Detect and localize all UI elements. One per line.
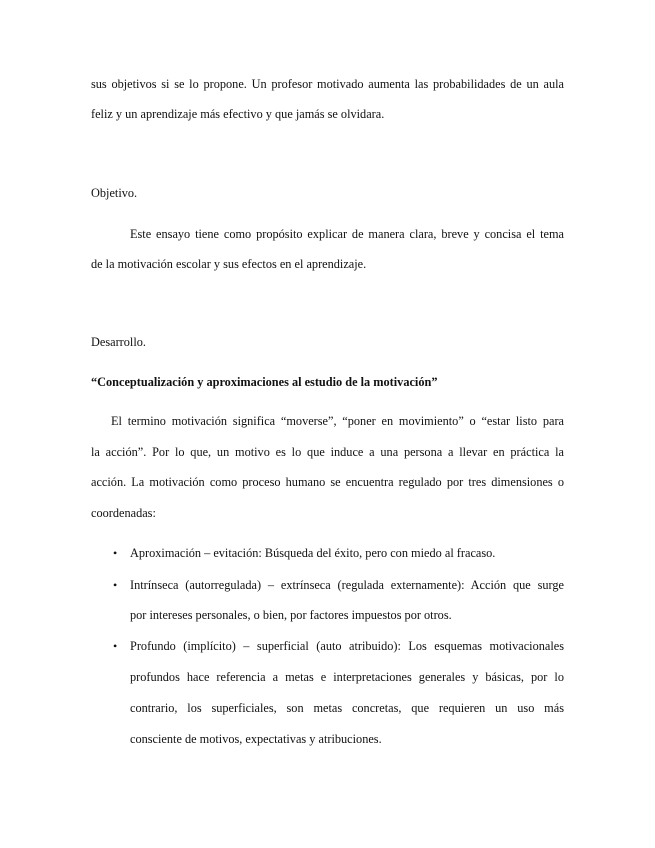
bullet-1-line-1: Aproximación – evitación: Búsqueda del éxito, pero con miedo al fracaso.	[130, 546, 496, 560]
bullet-marker: •	[113, 546, 118, 560]
development-line-3: acción. La motivación como proceso humano se encuentra regulado por tres dimensiones o	[91, 475, 564, 489]
bullet-marker: •	[113, 578, 118, 592]
bullet-3-line-2: profundos hace referencia a metas e interpretaciones generales y básicas, por lo	[130, 670, 564, 684]
intro-line-1: sus objetivos si se lo propone. Un profesor motivado aumenta las probabilidades de un aula	[91, 77, 564, 91]
bullet-3-line-3: contrario, los superficiales, son metas concretas, que requieren un uso más	[130, 701, 564, 715]
bullet-3-line-4: consciente de motivos, expectativas y atribuciones.	[130, 732, 382, 746]
development-line-1: El termino motivación significa “moverse”, “poner en movimiento” o “estar listo para	[111, 414, 564, 428]
development-line-2: la acción”. Por lo que, un motivo es lo que induce a una persona a llevar en práctica la	[91, 445, 564, 459]
section-subheading: “Conceptualización y aproximaciones al estudio de la motivación”	[91, 375, 438, 389]
objective-line-1: Este ensayo tiene como propósito explicar de manera clara, breve y concisa el tema	[130, 227, 564, 241]
development-line-4: coordenadas:	[91, 506, 156, 520]
bullet-2-line-1: Intrínseca (autorregulada) – extrínseca (regulada externamente): Acción que surge	[130, 578, 564, 592]
intro-line-2: feliz y un aprendizaje más efectivo y que jamás se olvidara.	[91, 107, 385, 121]
development-heading: Desarrollo.	[91, 335, 146, 349]
bullet-3-line-1: Profundo (implícito) – superficial (auto atribuido): Los esquemas motivacionales	[130, 639, 564, 653]
objective-heading: Objetivo.	[91, 186, 138, 200]
bullet-marker: •	[113, 639, 118, 653]
objective-line-2: de la motivación escolar y sus efectos en el aprendizaje.	[91, 257, 367, 271]
bullet-2-line-2: por intereses personales, o bien, por factores impuestos por otros.	[130, 608, 452, 622]
